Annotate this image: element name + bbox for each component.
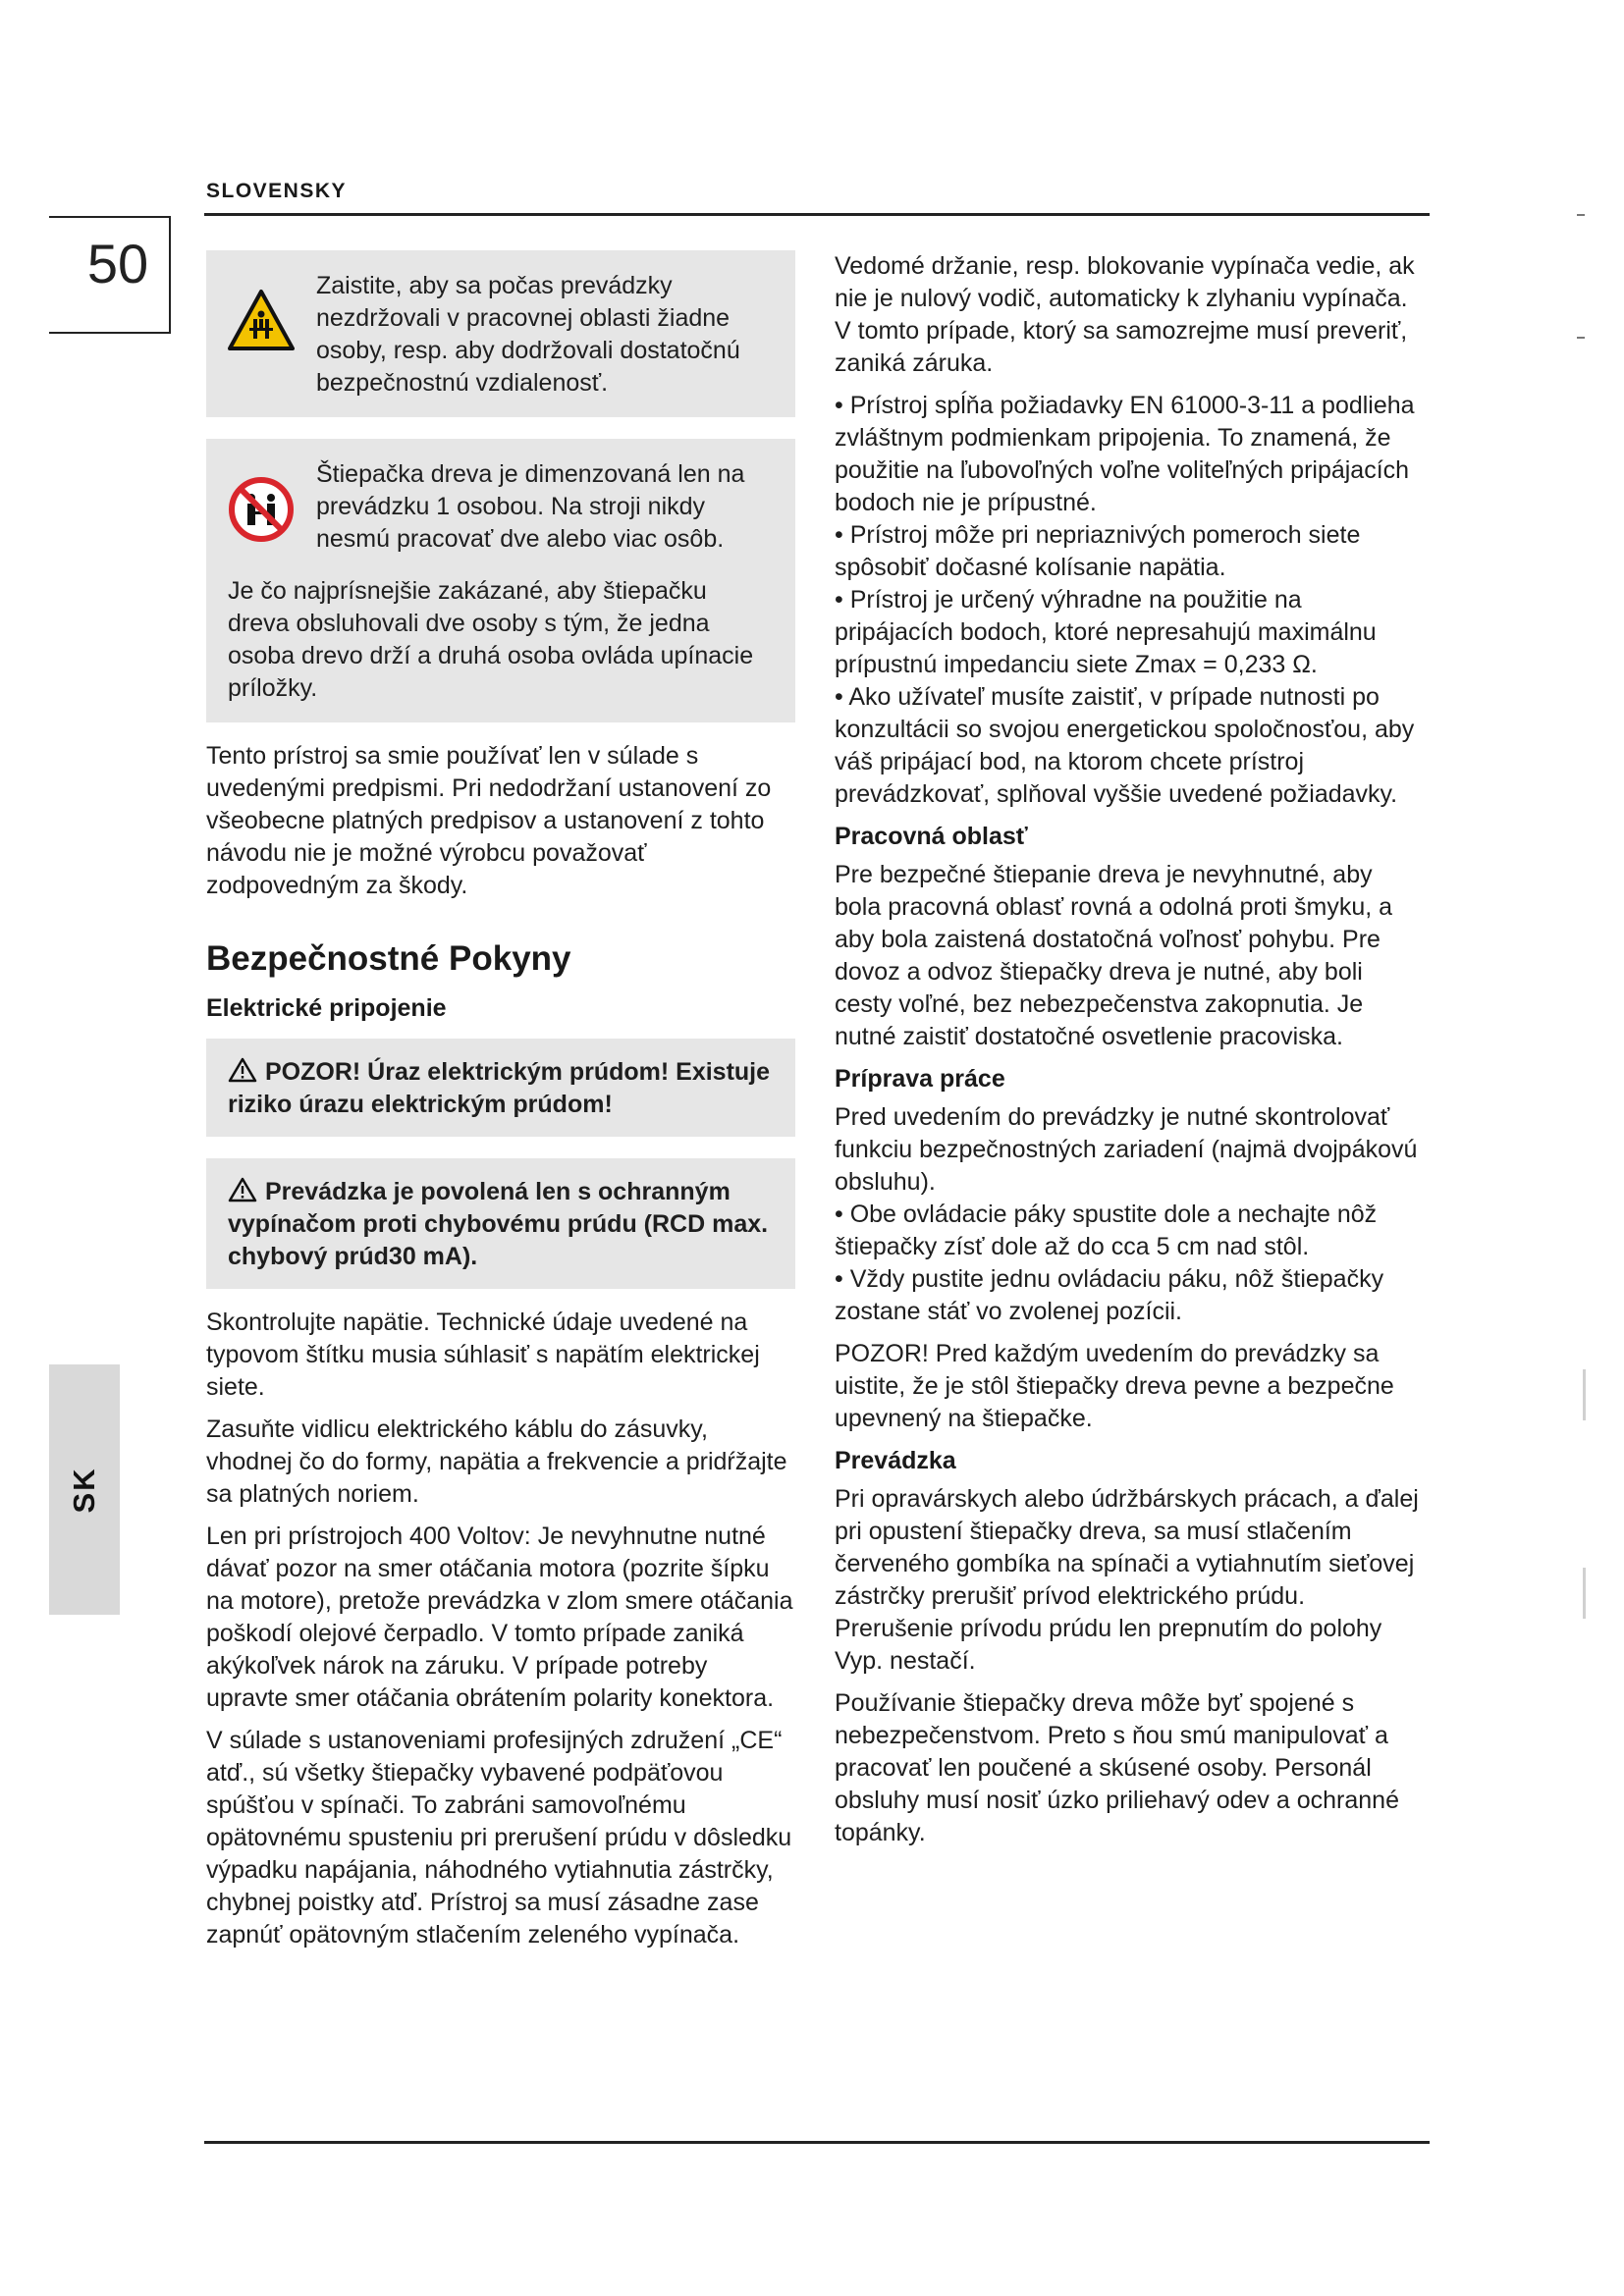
- section-title: Bezpečnostné Pokyny: [206, 939, 571, 978]
- heading-work-area: Pracovná oblasť: [835, 823, 1028, 850]
- header-language: SLOVENSKY: [206, 180, 348, 202]
- notice-prohibition-text: Je čo najprísnejšie zakázané, aby štiepačku dreva obsluhovali dve osoby s tým, že jedna osoba drevo drží a druhá osoba ovláda upínacie príložky.: [228, 577, 754, 702]
- bullet-levers-down: • Obe ovládacie páky spustite dole a nechajte nôž štiepačky zísť dole až do cca 5 cm nad stôl.: [835, 1201, 1378, 1260]
- warning-electric-shock-text: POZOR! Úraz elektrickým prúdom! Existuje riziko úrazu elektrickým prúdom!: [228, 1058, 771, 1118]
- bullet-en61000: • Prístroj spĺňa požiadavky EN 61000-3-11 a podlieha zvláštnym podmienkam pripojenia. To znamená, že použitie na ľubovoľných voľne voliteľných pripájacích bodoch nie je prípustné.: [835, 392, 1415, 516]
- warning-box-electric-shock: [206, 1039, 795, 1137]
- notice-box-distance: [206, 250, 795, 417]
- paragraph-table-check: POZOR! Pred každým uvedením do prevádzky sa uistite, že je stôl štiepačky dreva pevne a bezpečne upevnený na štiepačke.: [835, 1340, 1394, 1432]
- paragraph-danger: Používanie štiepačky dreva môže byť spojené s nebezpečenstvom. Preto s ňou smú manipulovať a pracovať len poučené a skúsené osoby. Personál obsluhy musí nosiť úzko priliehavý odev a ochranné topánky.: [835, 1689, 1399, 1846]
- margin-line: [1583, 1369, 1586, 1420]
- paragraph-work-area: Pre bezpečné štiepanie dreva je nevyhnutné, aby bola pracovná oblasť rovná a odolná proti šmyku, a aby bola zaistená dostatočná voľnosť pohybu. Pre dovoz a odvoz štiepačky dreva je nutné, aby boli cesty voľné, bez nebezpečenstva zakopnutia. Je nutné zaistiť dostatočné osvetlenie pracoviska.: [835, 861, 1393, 1050]
- footer-rule: [204, 2141, 1430, 2144]
- margin-line: [1583, 1568, 1586, 1619]
- page-number: 50: [86, 233, 149, 294]
- paragraph-maintenance: Pri opravárskych alebo údržbárskych prácach, a ďalej pri opustení štiepačky dreva, sa musí stlačením červeného gombíka na spínači a vytiahnutím sieťovej zástrčky prerušiť prívod elektrického prúdu. Prerušenie prívodu prúdu len prepnutím do polohy Vyp. nestačí.: [835, 1485, 1419, 1675]
- margin-tick: [1577, 214, 1585, 216]
- paragraph-voltage: Skontrolujte napätie. Technické údaje uvedené na typovom štítku musia súhlasiť s napätím elektrickej siete.: [206, 1308, 760, 1401]
- margin-tick: [1577, 337, 1585, 339]
- paragraph-400v: Len pri prístrojoch 400 Voltov: Je nevyhnutne nutné dávať pozor na smer otáčania motora (pozrite šípku na motore), pretože prevádzka v zlom smere otáčania poškodí olejové čerpadlo. V tomto prípade zaniká akýkoľvek nárok na záruku. V prípade potreby upravte smer otáčania obrátením polarity konektora.: [206, 1522, 793, 1712]
- notice-single-operator-text: Štiepačka dreva je dimenzovaná len na prevádzku 1 osobou. Na stroji nikdy nesmú pracovať dve alebo viac osôb.: [316, 460, 745, 553]
- heading-operation: Prevádzka: [835, 1447, 956, 1474]
- paragraph-undervoltage: V súlade s ustanoveniami profesijných združení „CE“ atď., sú všetky štiepačky vybavené podpäťovou spúšťou v spínači. To zabráni samovoľnému opätovnému spusteniu pri prerušení prúdu v dôsledku výpadku napájania, náhodného vytiahnutia zástrčky, chybnej poistky atď. Prístroj sa musí zásadne zase zapnúť opätovným stlačením zeleného vypínača.: [206, 1727, 792, 1949]
- paragraph-switch-blocking: Vedomé držanie, resp. blokovanie vypínača vedie, ak nie je nulový vodič, automaticky k zlyhaniu vypínača. V tomto prípade, ktorý sa samozrejme musí preveriť, zaniká záruka.: [835, 252, 1415, 377]
- language-side-tab-label: SK: [67, 1467, 101, 1514]
- warning-box-rcd: [206, 1158, 795, 1289]
- notice-distance-text: Zaistite, aby sa počas prevádzky nezdržovali v pracovnej oblasti žiadne osoby, resp. aby dodržovali dostatočnú bezpečnostnú vzdialenosť.: [316, 272, 740, 397]
- right-column: [835, 250, 1424, 1859]
- notice-box-single-operator: [206, 439, 795, 722]
- warning-triangle-icon: [228, 1177, 257, 1202]
- paragraph-preparation: Pred uvedením do prevádzky je nutné skontrolovať funkciu bezpečnostných zariadení (najmä dvojpákovú obsluhu).: [835, 1103, 1418, 1196]
- heading-work-preparation: Príprava práce: [835, 1065, 1005, 1093]
- bullet-voltage-fluctuation: • Prístroj môže pri nepriaznivých pomeroch siete spôsobiť dočasné kolísanie napätia.: [835, 521, 1361, 581]
- bullet-release-lever: • Vždy pustite jednu ovládaciu páku, nôž štiepačky zostane stáť vo zvolenej pozícii.: [835, 1265, 1384, 1325]
- warning-rcd-text: Prevádzka je povolená len s ochranným vypínačom proti chybovému prúdu (RCD max. chybový prúd30 mA).: [228, 1178, 769, 1270]
- subsection-title: Elektrické pripojenie: [206, 994, 447, 1022]
- paragraph-plug: Zasuňte vidlicu elektrického káblu do zásuvky, vhodnej čo do formy, napätia a frekvencie a pridŕžajte sa platných noriem.: [206, 1415, 787, 1508]
- intro-paragraph: Tento prístroj sa smie používať len v súlade s uvedenými predpismi. Pri nedodržaní ustanovení zo všeobecne platných predpisov a ustanovení z tohto návodu nie je možné výrobcu považovať zodpovedným za škody.: [206, 742, 772, 899]
- header-rule: [204, 213, 1430, 216]
- warning-person-icon: [228, 288, 295, 354]
- bullet-user-responsibility: • Ako užívateľ musíte zaistiť, v prípade nutnosti po konzultácii so svojou energetickou spoločnosťou, aby váš pripájací bod, na ktorom chcete prístroj prevádzkovať, splňoval vyššie uvedené požiadavky.: [835, 683, 1415, 808]
- no-two-persons-icon: [228, 476, 295, 543]
- left-column: [206, 250, 795, 1961]
- bullet-impedance: • Prístroj je určený výhradne na použitie na pripájacích bodoch, ktoré nepresahujú maximálnu prípustnú impedanciu siete Zmax = 0,233 Ω.: [835, 586, 1377, 678]
- warning-triangle-icon: [228, 1057, 257, 1083]
